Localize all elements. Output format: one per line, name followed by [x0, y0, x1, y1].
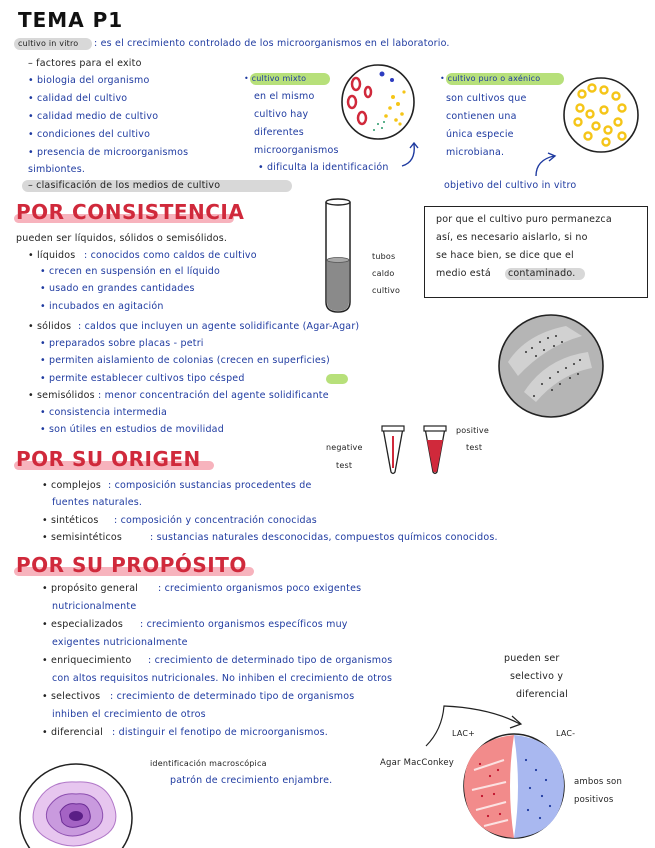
tube-label: cultivo	[372, 286, 401, 295]
note-line: por que el cultivo puro permanezca	[436, 214, 612, 225]
macro-label: identificación macroscópica	[150, 759, 267, 768]
mixed-culture-dish-illustration	[338, 62, 418, 142]
purpose-term: • diferencial	[42, 727, 103, 738]
pure-title: • cultivo puro o axénico	[440, 74, 541, 83]
semisolid-item: • consistencia intermedia	[40, 407, 168, 418]
origin-term: • complejos	[42, 480, 102, 491]
section-header-origin: POR SU ORIGEN	[16, 447, 201, 471]
solid-item: • preparados sobre placas - petri	[40, 338, 204, 349]
side-note-line: diferencial	[516, 689, 568, 700]
page-title: TEMA P1	[18, 8, 124, 32]
factor-item: • biologia del organismo	[28, 75, 150, 86]
test-tube-illustration	[320, 198, 356, 316]
lac-positive-label: LAC+	[452, 729, 476, 738]
macro-description: patrón de crecimiento enjambre.	[170, 775, 333, 786]
swarming-colony-illustration	[14, 760, 136, 848]
solid-item: • permite establecer cultivos tipo césped	[40, 373, 245, 384]
macconkey-plate-illustration	[460, 730, 568, 842]
lawn-highlight	[326, 374, 348, 384]
liquid-definition: : conocidos como caldos de cultivo	[84, 250, 257, 261]
origin-definition: : composición y concentración conocidas	[114, 515, 317, 526]
purpose-term: • selectivos	[42, 691, 101, 702]
side-note-line: pueden ser	[504, 653, 560, 664]
solid-item: • permiten aislamiento de colonias (crecen en superficies)	[40, 355, 330, 366]
section-header-purpose: POR SU PROPÓSITO	[16, 553, 247, 577]
mixed-note: • dificulta la identificación	[258, 162, 389, 173]
side-note-line: selectivo y	[510, 671, 564, 682]
pure-line: contienen una	[446, 111, 517, 122]
mixed-title: • cultivo mixto	[244, 74, 307, 83]
factor-item: • presencia de microorganismos	[28, 147, 189, 158]
liquid-term: • líquidos	[28, 250, 76, 261]
tube-label: caldo	[372, 269, 395, 278]
purpose-definition-cont: nutricionalmente	[52, 601, 137, 612]
negative-test-label: test	[336, 461, 353, 470]
consistency-intro: pueden ser líquidos, sólidos o semisólidos.	[16, 233, 228, 244]
positive-motility-tube-illustration	[422, 424, 448, 476]
origin-definition-cont: fuentes naturales.	[52, 497, 143, 508]
purpose-definition: : distinguir el fenotipo de microorganismos.	[112, 727, 328, 738]
mixed-line: cultivo hay	[254, 109, 309, 120]
note-line: así, es necesario aislarlo, si no	[436, 232, 588, 243]
pure-line: son cultivos que	[446, 93, 527, 104]
semisolid-definition: : menor concentración del agente solidificante	[98, 390, 329, 401]
intro-definition: : es el crecimiento controlado de los microorganismos en el laboratorio.	[94, 38, 450, 49]
liquid-item: • usado en grandes cantidades	[40, 283, 195, 294]
semisolid-term: • semisólidos	[28, 390, 95, 401]
factor-item: • calidad medio de cultivo	[28, 111, 159, 122]
origin-term: • semisintéticos	[42, 532, 123, 543]
positive-test-label: test	[466, 443, 483, 452]
tube-label: tubos	[372, 252, 396, 261]
negative-motility-tube-illustration	[380, 424, 406, 476]
purpose-definition: : crecimiento organismos específicos muy	[140, 619, 348, 630]
mixed-line: microorganismos	[254, 145, 339, 156]
factor-item: • condiciones del cultivo	[28, 129, 151, 140]
semisolid-item: • son útiles en estudios de movilidad	[40, 424, 224, 435]
both-positive-label: ambos son	[574, 777, 623, 787]
pure-note: objetivo del cultivo in vitro	[444, 180, 577, 191]
factors-label: – factores para el exito	[28, 58, 142, 69]
factor-item: • calidad del cultivo	[28, 93, 128, 104]
intro-term: cultivo in vitro	[18, 39, 79, 48]
section-header-consistency: POR CONSISTENCIA	[16, 200, 245, 224]
agar-label: Agar MacConkey	[380, 758, 455, 768]
lac-negative-label: LAC-	[556, 729, 576, 738]
purpose-definition: : crecimiento de determinado tipo de organismos	[148, 655, 393, 666]
purpose-definition-cont: con altos requisitos nutricionales. No inhiben el crecimiento de otros	[52, 673, 393, 684]
purpose-term: • enriquecimiento	[42, 655, 132, 666]
purpose-definition-cont: inhiben el crecimiento de otros	[52, 709, 206, 720]
purpose-definition: : crecimiento organismos poco exigentes	[158, 583, 362, 594]
origin-definition: : sustancias naturales desconocidas, compuestos químicos conocidos.	[150, 532, 498, 543]
solid-term: • sólidos	[28, 321, 72, 332]
pure-line: microbiana.	[446, 147, 505, 158]
classification-label: – clasificación de los medios de cultivo	[28, 180, 221, 191]
purpose-term: • propósito general	[42, 583, 139, 594]
origin-term: • sintéticos	[42, 515, 99, 526]
arrow-icon	[398, 140, 422, 170]
origin-definition: : composición sustancias procedentes de	[108, 480, 312, 491]
purpose-term: • especializados	[42, 619, 124, 630]
mixed-line: diferentes	[254, 127, 304, 138]
mixed-line: en el mismo	[254, 91, 315, 102]
pure-culture-dish-illustration	[560, 74, 642, 156]
note-highlight-word: contaminado.	[508, 268, 576, 279]
purpose-definition: : crecimiento de determinado tipo de organismos	[110, 691, 355, 702]
solid-definition: : caldos que incluyen un agente solidificante (Agar-Agar)	[78, 321, 360, 332]
agar-plate-illustration	[496, 312, 606, 420]
purpose-definition-cont: exigentes nutricionalmente	[52, 637, 188, 648]
both-positive-label: positivos	[574, 795, 614, 805]
positive-test-label: positive	[456, 426, 489, 435]
factor-item: simbiontes.	[28, 164, 86, 175]
negative-test-label: negative	[326, 443, 363, 452]
liquid-item: • incubados en agitación	[40, 301, 164, 312]
liquid-item: • crecen en suspensión en el líquido	[40, 266, 221, 277]
pure-line: única especie	[446, 129, 514, 140]
note-line: medio está	[436, 268, 491, 279]
note-line: se hace bien, se dice que el	[436, 250, 574, 261]
arrow-icon	[532, 150, 560, 180]
